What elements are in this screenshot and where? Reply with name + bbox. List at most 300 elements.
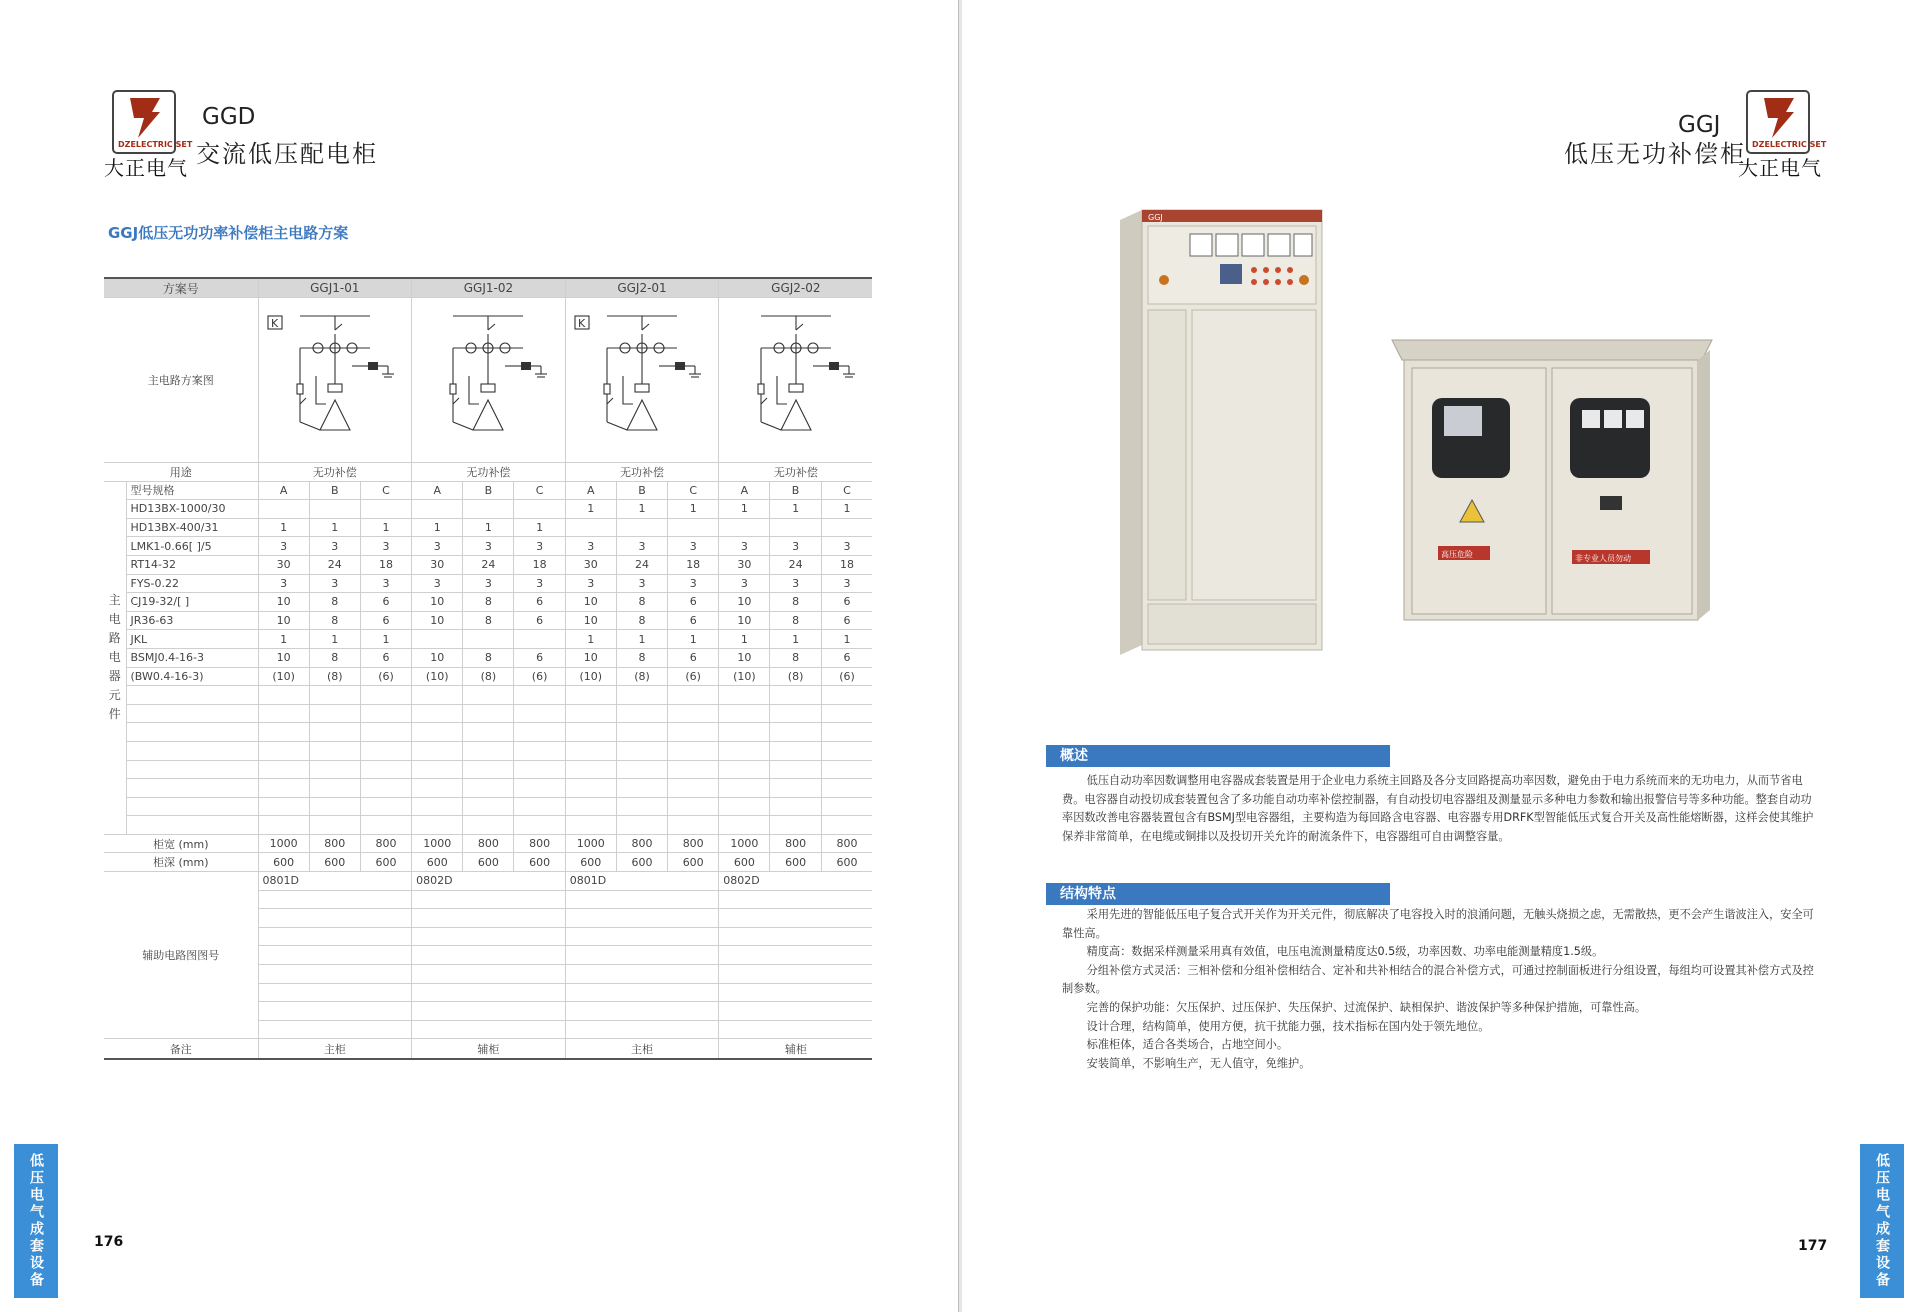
lightning-icon bbox=[1748, 92, 1808, 140]
table-header-row bbox=[104, 278, 872, 298]
component-name: CJ19-32/[ ] bbox=[126, 593, 258, 612]
section-title: GGJ低压无功功率补偿柜主电路方案 bbox=[108, 224, 349, 242]
lightning-icon bbox=[114, 92, 174, 140]
empty-cell bbox=[258, 909, 412, 928]
overview-heading: 概述 bbox=[1046, 745, 1390, 767]
component-qty: 8 bbox=[463, 648, 514, 667]
aux-row bbox=[104, 872, 872, 891]
component-qty: 1 bbox=[309, 630, 360, 649]
component-qty: 3 bbox=[821, 537, 872, 556]
phase-cell: C bbox=[360, 481, 411, 500]
empty-cell bbox=[360, 686, 411, 705]
scheme-no-header: 方案号 bbox=[104, 278, 258, 298]
features-list bbox=[1062, 906, 1822, 1073]
empty-cell bbox=[309, 704, 360, 723]
empty-cell bbox=[719, 890, 873, 909]
dimension-value: 600 bbox=[719, 853, 770, 872]
empty-cell bbox=[258, 797, 309, 816]
vertical-label-text: 主电路电器元件 bbox=[108, 593, 121, 722]
empty-cell bbox=[565, 723, 616, 742]
empty-cell bbox=[360, 741, 411, 760]
dimension-value: 600 bbox=[463, 853, 514, 872]
component-qty: 24 bbox=[309, 555, 360, 574]
empty-cell bbox=[463, 816, 514, 835]
scheme-header: GGJ2-02 bbox=[719, 278, 873, 298]
empty-cell bbox=[514, 760, 565, 779]
usage-value: 无功补偿 bbox=[565, 463, 719, 482]
empty-cell bbox=[668, 816, 719, 835]
component-qty: (6) bbox=[514, 667, 565, 686]
component-qty bbox=[514, 630, 565, 649]
component-qty: 6 bbox=[514, 648, 565, 667]
dimension-value: 800 bbox=[360, 834, 411, 853]
component-qty: 1 bbox=[412, 518, 463, 537]
empty-cell bbox=[463, 723, 514, 742]
component-qty bbox=[821, 518, 872, 537]
remark-value: 辅柜 bbox=[412, 1039, 566, 1060]
component-qty: 6 bbox=[514, 611, 565, 630]
empty-cell bbox=[514, 816, 565, 835]
right-page bbox=[962, 0, 1920, 1312]
component-qty: 24 bbox=[770, 555, 821, 574]
product-code: GGD bbox=[202, 104, 256, 130]
feature-item: 采用先进的智能低压电子复合式开关作为开关元件，彻底解决了电容投入时的浪涌问题，无触头烧损之虑，无需散热，更不会产生谐波注入，安全可靠性高。 bbox=[1062, 908, 1814, 940]
empty-cell bbox=[616, 760, 667, 779]
empty-cell bbox=[770, 797, 821, 816]
component-qty: 8 bbox=[463, 611, 514, 630]
empty-cell bbox=[565, 909, 719, 928]
component-qty: 3 bbox=[668, 537, 719, 556]
empty-cell bbox=[770, 816, 821, 835]
empty-cell bbox=[616, 686, 667, 705]
empty-cell bbox=[412, 686, 463, 705]
empty-cell bbox=[821, 779, 872, 798]
component-qty: 1 bbox=[514, 518, 565, 537]
component-qty: 24 bbox=[463, 555, 514, 574]
empty-cell bbox=[770, 779, 821, 798]
empty-cell bbox=[412, 760, 463, 779]
component-qty: 6 bbox=[821, 611, 872, 630]
empty-cell bbox=[668, 779, 719, 798]
empty-cell bbox=[514, 686, 565, 705]
dimension-value: 1000 bbox=[412, 834, 463, 853]
feature-item: 安装简单，不影响生产，无人值守，免维护。 bbox=[1086, 1056, 1311, 1070]
component-qty bbox=[770, 518, 821, 537]
empty-cell bbox=[821, 797, 872, 816]
empty-cell bbox=[412, 946, 566, 965]
component-qty: (8) bbox=[309, 667, 360, 686]
feature-item: 标准柜体，适合各类场合，占地空间小。 bbox=[1086, 1038, 1289, 1052]
empty-cell bbox=[719, 741, 770, 760]
dimension-value: 800 bbox=[821, 834, 872, 853]
component-qty: 1 bbox=[616, 500, 667, 519]
empty-cell bbox=[309, 760, 360, 779]
empty-cell bbox=[719, 723, 770, 742]
circuit-diagram bbox=[565, 298, 719, 463]
phase-cell: B bbox=[770, 481, 821, 500]
component-qty: 3 bbox=[668, 574, 719, 593]
phase-cell: B bbox=[616, 481, 667, 500]
empty-row bbox=[104, 797, 872, 816]
component-qty bbox=[463, 500, 514, 519]
empty-cell bbox=[565, 816, 616, 835]
component-row bbox=[104, 593, 872, 612]
empty-cell bbox=[719, 816, 770, 835]
product-code: GGJ bbox=[1678, 112, 1721, 138]
empty-cell bbox=[258, 983, 412, 1002]
empty-row bbox=[104, 741, 872, 760]
component-row bbox=[104, 648, 872, 667]
dimension-value: 800 bbox=[616, 834, 667, 853]
empty-cell bbox=[309, 686, 360, 705]
component-qty: 10 bbox=[412, 611, 463, 630]
component-qty: (6) bbox=[360, 667, 411, 686]
usage-value: 无功补偿 bbox=[258, 463, 412, 482]
component-row bbox=[104, 574, 872, 593]
circuit-diagram bbox=[719, 298, 873, 463]
component-qty: 6 bbox=[514, 593, 565, 612]
component-qty: (8) bbox=[463, 667, 514, 686]
empty-cell bbox=[668, 760, 719, 779]
product-photo bbox=[1112, 200, 1722, 660]
empty-row bbox=[104, 723, 872, 742]
component-qty: 18 bbox=[514, 555, 565, 574]
empty-cell bbox=[412, 983, 566, 1002]
aux-drawing-no: 0801D bbox=[565, 872, 719, 891]
empty-cell bbox=[770, 723, 821, 742]
dimension-value: 600 bbox=[514, 853, 565, 872]
component-qty: 8 bbox=[770, 593, 821, 612]
empty-cell bbox=[412, 890, 566, 909]
dimension-label: 柜宽 (mm) bbox=[104, 834, 258, 853]
component-qty: 30 bbox=[565, 555, 616, 574]
empty-cell bbox=[668, 797, 719, 816]
empty-cell bbox=[668, 686, 719, 705]
empty-cell bbox=[719, 1020, 873, 1039]
empty-cell bbox=[565, 890, 719, 909]
empty-cell bbox=[565, 1020, 719, 1039]
component-row bbox=[104, 630, 872, 649]
remark-row bbox=[104, 1039, 872, 1060]
component-qty: 1 bbox=[258, 518, 309, 537]
product-name: 低压无功补偿柜 bbox=[1564, 140, 1746, 168]
cabinet-tag: GGJ bbox=[1148, 213, 1163, 222]
empty-cell bbox=[565, 797, 616, 816]
empty-cell bbox=[719, 909, 873, 928]
dimension-value: 600 bbox=[360, 853, 411, 872]
empty-cell bbox=[309, 741, 360, 760]
scheme-header: GGJ1-01 bbox=[258, 278, 412, 298]
k-mark: K bbox=[578, 316, 586, 330]
cabinet-width-row bbox=[104, 834, 872, 853]
phase-cell: B bbox=[309, 481, 360, 500]
component-qty: 1 bbox=[309, 518, 360, 537]
empty-cell bbox=[412, 965, 566, 984]
component-qty: 10 bbox=[412, 648, 463, 667]
component-name: JKL bbox=[126, 630, 258, 649]
empty-cell bbox=[514, 741, 565, 760]
component-qty: 3 bbox=[770, 574, 821, 593]
circuit-diagram bbox=[412, 298, 566, 463]
component-qty bbox=[309, 500, 360, 519]
empty-cell bbox=[668, 704, 719, 723]
empty-cell bbox=[565, 983, 719, 1002]
empty-cell bbox=[770, 741, 821, 760]
dimension-value: 1000 bbox=[258, 834, 309, 853]
component-qty: 3 bbox=[412, 537, 463, 556]
empty-cell bbox=[616, 779, 667, 798]
component-qty: 6 bbox=[360, 648, 411, 667]
empty-cell bbox=[360, 816, 411, 835]
empty-cell bbox=[258, 816, 309, 835]
side-category-tag: 低压电气成套设备 bbox=[14, 1144, 58, 1298]
component-qty: 8 bbox=[309, 648, 360, 667]
component-qty: 10 bbox=[565, 648, 616, 667]
page-number: 176 bbox=[94, 1234, 124, 1250]
empty-cell bbox=[412, 704, 463, 723]
circuit-diagram bbox=[258, 298, 412, 463]
component-qty: (8) bbox=[770, 667, 821, 686]
component-qty: 3 bbox=[258, 537, 309, 556]
empty-row bbox=[104, 686, 872, 705]
dimension-value: 600 bbox=[258, 853, 309, 872]
diagram-row bbox=[104, 298, 872, 463]
logo-brand: 大正电气 bbox=[1738, 156, 1822, 180]
component-qty: 3 bbox=[719, 537, 770, 556]
dimension-value: 1000 bbox=[565, 834, 616, 853]
component-qty: 10 bbox=[258, 648, 309, 667]
dimension-value: 800 bbox=[668, 834, 719, 853]
component-qty: 8 bbox=[616, 648, 667, 667]
dimension-value: 800 bbox=[463, 834, 514, 853]
component-qty: 6 bbox=[360, 611, 411, 630]
aux-drawing-no: 0802D bbox=[719, 872, 873, 891]
empty-cell bbox=[126, 686, 258, 705]
remark-value: 主柜 bbox=[258, 1039, 412, 1060]
logo-subtitle: DZELECTRIC SET bbox=[1752, 140, 1827, 149]
empty-cell bbox=[616, 723, 667, 742]
circuit-schematic-icon bbox=[413, 304, 563, 454]
component-qty: (6) bbox=[821, 667, 872, 686]
component-qty: 10 bbox=[565, 611, 616, 630]
dimension-value: 600 bbox=[616, 853, 667, 872]
component-name: LMK1-0.66[ ]/5 bbox=[126, 537, 258, 556]
feature-item: 完善的保护功能：欠压保护、过压保护、失压保护、过流保护、缺相保护、谐波保护等多种保护措施，可靠性高。 bbox=[1086, 1000, 1647, 1014]
warning-label: 高压危险 bbox=[1441, 550, 1473, 559]
component-qty: 1 bbox=[719, 500, 770, 519]
empty-row bbox=[104, 760, 872, 779]
remark-label: 备注 bbox=[104, 1039, 258, 1060]
empty-cell bbox=[770, 704, 821, 723]
phase-cell: B bbox=[463, 481, 514, 500]
empty-cell bbox=[309, 816, 360, 835]
component-qty: 8 bbox=[770, 648, 821, 667]
empty-cell bbox=[309, 779, 360, 798]
circuit-schematic-icon bbox=[721, 304, 871, 454]
empty-row bbox=[104, 779, 872, 798]
empty-cell bbox=[463, 704, 514, 723]
component-qty: 6 bbox=[668, 593, 719, 612]
empty-cell bbox=[821, 686, 872, 705]
empty-cell bbox=[258, 760, 309, 779]
side-category-tag: 低压电气成套设备 bbox=[1860, 1144, 1904, 1298]
warning-label: 非专业人员勿动 bbox=[1575, 554, 1631, 563]
component-qty: 3 bbox=[360, 574, 411, 593]
component-name: FYS-0.22 bbox=[126, 574, 258, 593]
usage-row bbox=[104, 463, 872, 482]
dimension-label: 柜深 (mm) bbox=[104, 853, 258, 872]
empty-cell bbox=[258, 779, 309, 798]
empty-cell bbox=[719, 927, 873, 946]
empty-cell bbox=[258, 946, 412, 965]
empty-cell bbox=[719, 1002, 873, 1021]
phase-cell: A bbox=[258, 481, 309, 500]
empty-row bbox=[104, 816, 872, 835]
main-circuit-table bbox=[104, 277, 872, 1060]
component-qty: 3 bbox=[565, 574, 616, 593]
empty-cell bbox=[719, 686, 770, 705]
empty-cell bbox=[360, 779, 411, 798]
component-qty: 1 bbox=[770, 500, 821, 519]
overview-text bbox=[1062, 772, 1822, 846]
empty-cell bbox=[126, 741, 258, 760]
feature-item: 精度高：数据采样测量采用真有效值，电压电流测量精度达0.5级，功率因数、功率电能测量精度1.5级。 bbox=[1086, 945, 1604, 959]
logo-mark bbox=[112, 90, 193, 154]
dimension-value: 800 bbox=[770, 834, 821, 853]
model-label: 型号规格 bbox=[126, 481, 258, 500]
empty-cell bbox=[360, 797, 411, 816]
empty-cell bbox=[126, 797, 258, 816]
features-heading: 结构特点 bbox=[1046, 883, 1390, 905]
component-qty: 8 bbox=[770, 611, 821, 630]
empty-cell bbox=[565, 779, 616, 798]
component-row bbox=[104, 537, 872, 556]
component-qty: 1 bbox=[719, 630, 770, 649]
empty-cell bbox=[719, 983, 873, 1002]
dimension-value: 800 bbox=[309, 834, 360, 853]
component-qty bbox=[463, 630, 514, 649]
component-qty: 30 bbox=[412, 555, 463, 574]
component-qty: 8 bbox=[309, 593, 360, 612]
dimension-value: 600 bbox=[309, 853, 360, 872]
phase-cell: A bbox=[412, 481, 463, 500]
empty-cell bbox=[514, 797, 565, 816]
component-qty bbox=[412, 500, 463, 519]
usage-label: 用途 bbox=[104, 463, 258, 482]
empty-cell bbox=[309, 797, 360, 816]
box-cabinet bbox=[1392, 340, 1712, 620]
component-qty: 30 bbox=[719, 555, 770, 574]
component-qty bbox=[258, 500, 309, 519]
empty-cell bbox=[616, 741, 667, 760]
component-qty: 30 bbox=[258, 555, 309, 574]
empty-cell bbox=[126, 816, 258, 835]
phase-cell: C bbox=[668, 481, 719, 500]
scheme-header: GGJ2-01 bbox=[565, 278, 719, 298]
dimension-value: 600 bbox=[565, 853, 616, 872]
empty-cell bbox=[412, 741, 463, 760]
component-qty: 3 bbox=[616, 537, 667, 556]
component-qty: 1 bbox=[565, 500, 616, 519]
empty-cell bbox=[719, 797, 770, 816]
empty-cell bbox=[821, 816, 872, 835]
component-qty: 3 bbox=[258, 574, 309, 593]
empty-cell bbox=[258, 890, 412, 909]
empty-cell bbox=[821, 704, 872, 723]
logo-subtitle: DZELECTRIC SET bbox=[118, 140, 193, 149]
component-qty: 3 bbox=[309, 574, 360, 593]
empty-cell bbox=[514, 779, 565, 798]
component-qty bbox=[565, 518, 616, 537]
component-qty: 3 bbox=[770, 537, 821, 556]
component-qty: 10 bbox=[412, 593, 463, 612]
component-qty: 1 bbox=[668, 500, 719, 519]
component-row bbox=[104, 500, 872, 519]
component-qty: (10) bbox=[565, 667, 616, 686]
empty-cell bbox=[412, 723, 463, 742]
company-logo bbox=[1738, 90, 1827, 180]
empty-cell bbox=[309, 723, 360, 742]
aux-drawing-no: 0801D bbox=[258, 872, 412, 891]
empty-cell bbox=[412, 1020, 566, 1039]
phase-cell: C bbox=[821, 481, 872, 500]
phase-cell: C bbox=[514, 481, 565, 500]
empty-cell bbox=[258, 1020, 412, 1039]
remark-value: 主柜 bbox=[565, 1039, 719, 1060]
component-qty: (10) bbox=[412, 667, 463, 686]
empty-cell bbox=[258, 723, 309, 742]
empty-cell bbox=[821, 741, 872, 760]
empty-cell bbox=[719, 965, 873, 984]
remark-value: 辅柜 bbox=[719, 1039, 873, 1060]
component-qty: 3 bbox=[719, 574, 770, 593]
component-qty: 3 bbox=[514, 537, 565, 556]
empty-cell bbox=[126, 723, 258, 742]
component-qty: 3 bbox=[514, 574, 565, 593]
component-qty: (10) bbox=[719, 667, 770, 686]
dimension-value: 600 bbox=[821, 853, 872, 872]
component-qty bbox=[616, 518, 667, 537]
aux-label: 辅助电路图图号 bbox=[104, 872, 258, 1039]
component-qty: 10 bbox=[719, 648, 770, 667]
empty-cell bbox=[258, 965, 412, 984]
empty-cell bbox=[463, 760, 514, 779]
usage-value: 无功补偿 bbox=[412, 463, 566, 482]
component-qty bbox=[360, 500, 411, 519]
empty-cell bbox=[126, 760, 258, 779]
usage-value: 无功补偿 bbox=[719, 463, 873, 482]
dimension-value: 600 bbox=[770, 853, 821, 872]
empty-cell bbox=[258, 686, 309, 705]
empty-cell bbox=[412, 1002, 566, 1021]
component-qty: 18 bbox=[668, 555, 719, 574]
component-name: (BW0.4-16-3) bbox=[126, 667, 258, 686]
empty-cell bbox=[565, 946, 719, 965]
dimension-value: 800 bbox=[514, 834, 565, 853]
phase-cell: A bbox=[565, 481, 616, 500]
company-logo bbox=[104, 90, 193, 180]
circuit-schematic-icon bbox=[260, 304, 410, 454]
empty-cell bbox=[514, 723, 565, 742]
component-qty: 10 bbox=[258, 593, 309, 612]
feature-item: 设计合理，结构简单，使用方便，抗干扰能力强，技术指标在国内处于领先地位。 bbox=[1086, 1019, 1490, 1033]
empty-cell bbox=[770, 760, 821, 779]
empty-cell bbox=[565, 1002, 719, 1021]
component-name: RT14-32 bbox=[126, 555, 258, 574]
empty-cell bbox=[770, 686, 821, 705]
empty-cell bbox=[412, 797, 463, 816]
component-qty: 10 bbox=[719, 611, 770, 630]
